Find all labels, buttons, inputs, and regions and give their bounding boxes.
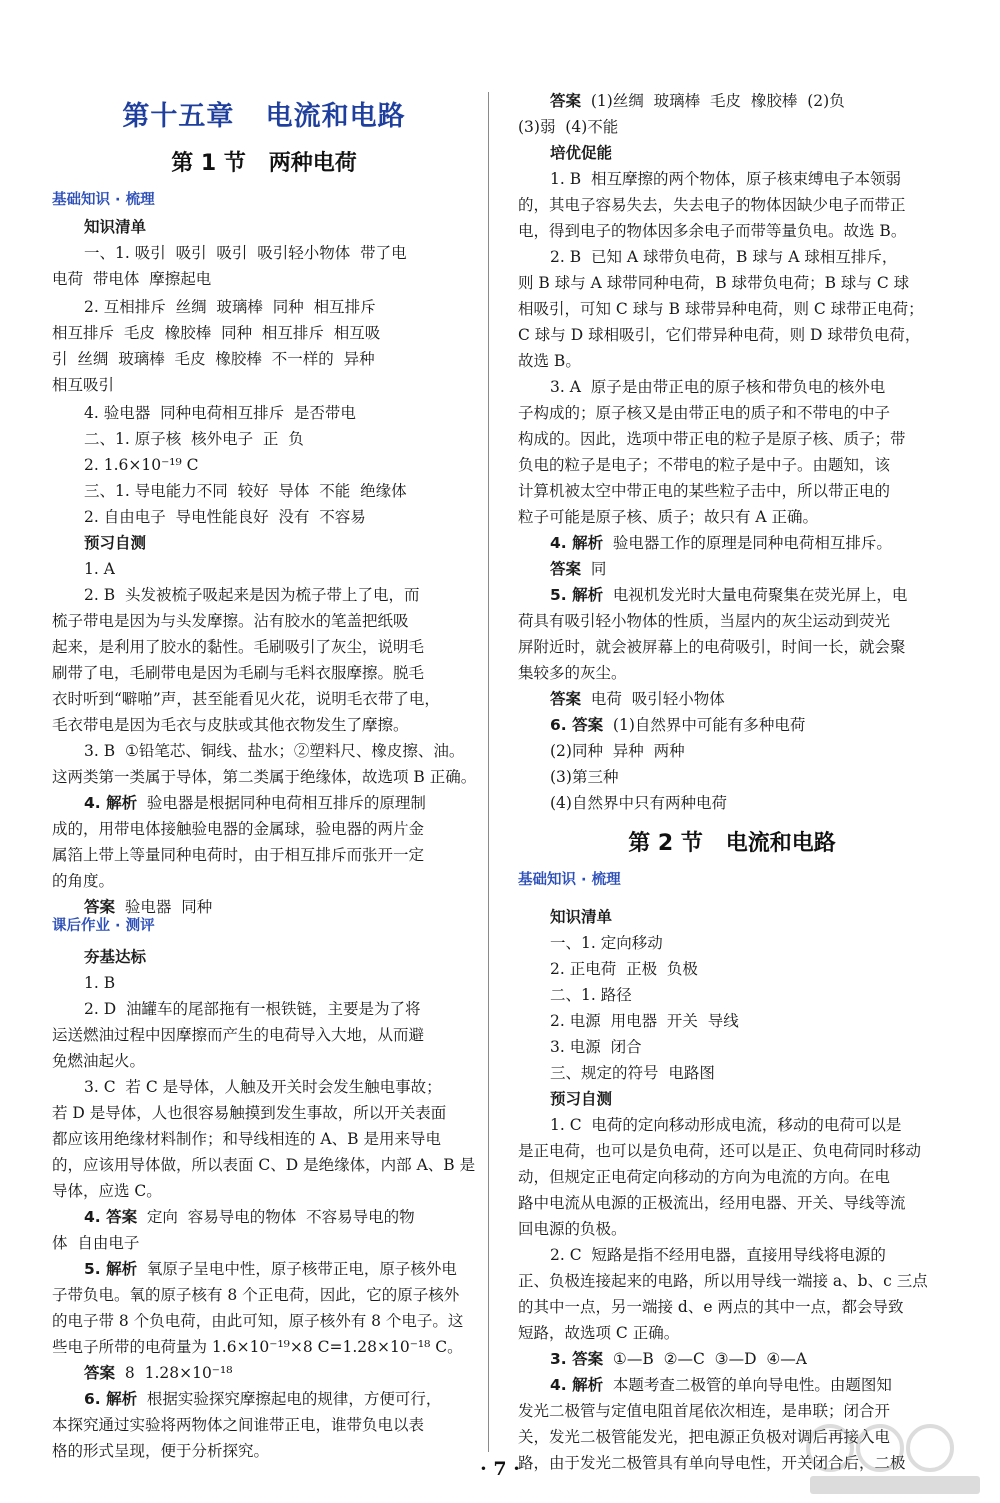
left-text-line: 4. 验电器 同种电荷相互排斥 是否带电 (84, 404, 356, 422)
left-text-line: 的，应该用导体做，所以表面 C、D 是绝缘体，内部 A、B 是 (52, 1156, 476, 1174)
right-text-line: 答案 (1)丝绸 玻璃棒 毛皮 橡胶棒 (2)负 (550, 92, 845, 110)
right-text-line: 构成的。因此，选项中带正电的粒子是原子核、质子；带 (518, 430, 906, 448)
right-text-line: 2. C 短路是指不经用电器，直接用导线将电源的 (550, 1246, 886, 1264)
label-keyword: 4. 解析 (84, 794, 138, 812)
left-text-line: 些电子所带的电荷量为 1.6×10⁻¹⁹×8 C=1.28×10⁻¹⁸ C。 (52, 1338, 463, 1356)
left-text-line: 三、1. 导电能力不同 较好 导体 不能 绝缘体 (84, 482, 407, 500)
label-keyword: 4. 解析 (550, 534, 604, 552)
right-text-line: (3)弱 (4)不能 (518, 118, 619, 136)
left-text-line: 3. C 若 C 是导体，人触及开关时会发生触电事故； (84, 1078, 442, 1096)
left-text-line: 答案 8 1.28×10⁻¹⁸ (84, 1364, 233, 1382)
right-text-line: 荷具有吸引轻小物体的性质，当屋内的灰尘运动到荧光 (518, 612, 891, 630)
left-text-line: 本探究通过实验将两物体之间谁带正电，谁带负电以表 (52, 1416, 425, 1434)
right-text-line: 答案 同 (550, 560, 607, 578)
left-text-line: 2. B 头发被梳子吸起来是因为梳子带上了电，而 (84, 586, 420, 604)
tag-homework: 课后作业 · 测评 (52, 918, 155, 934)
left-text-line: 1. A (84, 560, 115, 578)
right-text-line: 2. 电源 用电器 开关 导线 (550, 1012, 739, 1030)
left-text-line: 子带负电。氧的原子核有 8 个正电荷，因此，它的原子核外 (52, 1286, 460, 1304)
left-text-line: 相互吸引 (52, 376, 115, 394)
right-text-line: 发光二极管与定值电阻首尾依次相连，是串联；闭合开 (518, 1402, 891, 1420)
right-text-line: 二、1. 路径 (550, 986, 632, 1004)
left-text-line: 梳子带电是因为与头发摩擦。沾有胶水的笔盖把纸吸 (52, 612, 409, 630)
left-text-line: 4. 答案 定向 容易导电的物体 不容易导电的物 (84, 1208, 415, 1226)
left-text-line: 相互排斥 毛皮 橡胶棒 同种 相互排斥 相互吸 (52, 324, 381, 342)
right-text-line: 电，得到电子的物体因多余电子而带等量负电。故选 B。 (518, 222, 907, 240)
right-text-line: 则 B 球与 A 球带同种电荷，B 球带负电荷；B 球与 C 球 (518, 274, 910, 292)
left-text-line: 2. 1.6×10⁻¹⁹ C (84, 456, 199, 474)
left-text-line: 格的形式呈现，便于分析探究。 (52, 1442, 270, 1460)
right-text-line: 1. B 相互摩擦的两个物体，原子核束缚电子本领弱 (550, 170, 901, 188)
right-text-line: 是正电荷，也可以是负电荷，还可以是正、负电荷同时移动 (518, 1142, 922, 1160)
label-keyword: 答案 (84, 898, 116, 916)
left-text-line: 若 D 是导体，人也很容易触摸到发生事故，所以开关表面 (52, 1104, 447, 1122)
label-keyword: 答案 (84, 1364, 116, 1382)
right-text-line: 关，发光二极管能发光，把电源正负极对调后再接入电 (518, 1428, 891, 1446)
right-text-line: 路中电流从电源的正极流出，经用电器、开关、导线等流 (518, 1194, 906, 1212)
right-text-line: 4. 解析 本题考查二极管的单向导电性。由题图知 (550, 1376, 892, 1394)
right-text-line: 3. 答案 ①—B ②—C ③—D ④—A (550, 1350, 807, 1368)
left-text-line: 起来，是利用了胶水的黏性。毛刷吸引了灰尘，说明毛 (52, 638, 425, 656)
right-text-line: 答案 电荷 吸引轻小物体 (550, 690, 725, 708)
chapter-title: 第十五章 电流和电路 (122, 101, 406, 132)
right-text-line: 动，但规定正电荷定向移动的方向为电流的方向。在电 (518, 1168, 891, 1186)
right-text-line: 6. 答案 (1)自然界中可能有多种电荷 (550, 716, 806, 734)
right-text-line: (2)同种 异种 两种 (550, 742, 685, 760)
left-text-line: 夯基达标 (84, 948, 147, 966)
left-text-line: 体 自由电子 (52, 1234, 140, 1252)
right-text-line: 故选 B。 (518, 352, 581, 370)
right-text-line: 集较多的灰尘。 (518, 664, 627, 682)
right-text-line: 子构成的；原子核又是由带正电的质子和不带电的中子 (518, 404, 891, 422)
left-text-line: 刷带了电，毛刷带电是因为毛刷与毛料衣服摩擦。脱毛 (52, 664, 425, 682)
watermark-logo (800, 1420, 990, 1498)
right-text-line: 三、规定的符号 电路图 (550, 1064, 715, 1082)
left-text-line: 预习自测 (84, 534, 147, 552)
right-text-line: 负电的粒子是电子；不带电的粒子是中子。由题知，该 (518, 456, 891, 474)
label-keyword: 6. 解析 (84, 1390, 138, 1408)
left-text-line: 1. B (84, 974, 116, 992)
right-text-line: 知识清单 (550, 908, 613, 926)
left-text-line: 属箔上带上等量同种电荷时，由于相互排斥而张开一定 (52, 846, 425, 864)
right-text-line: 计算机被太空中带正电的某些粒子击中，所以带正电的 (518, 482, 891, 500)
right-text-line: 路，由于发光二极管具有单向导电性，开关闭合后，二极 (518, 1454, 906, 1472)
right-text-line: 的其中一点，另一端接 d、e 两点的其中一点，都会导致 (518, 1298, 904, 1316)
left-text-line: 3. B ①铅笔芯、铜线、盐水；②塑料尺、橡皮擦、油。 (84, 742, 465, 760)
tag-basic-knowledge-2: 基础知识 · 梳理 (518, 872, 621, 888)
tag-basic-knowledge: 基础知识 · 梳理 (52, 192, 155, 208)
right-text-line: 回电源的负极。 (518, 1220, 627, 1238)
right-text-line: 1. C 电荷的定向移动形成电流，移动的电荷可以是 (550, 1116, 902, 1134)
left-text-line: 衣时听到“噼啪”声，甚至能看见火花，说明毛衣带了电， (52, 690, 440, 708)
left-text-line: 二、1. 原子核 核外电子 正 负 (84, 430, 304, 448)
label-keyword: 6. 答案 (550, 716, 604, 734)
column-divider (488, 92, 489, 1452)
left-text-line: 免燃油起火。 (52, 1052, 146, 1070)
left-text-line: 毛衣带电是因为毛衣与皮肤或其他衣物发生了摩擦。 (52, 716, 409, 734)
section-title-1: 第 1 节 两种电荷 (171, 151, 357, 176)
left-text-line: 一、1. 吸引 吸引 吸引 吸引轻小物体 带了电 (84, 244, 407, 262)
page-number: · 7 · (480, 1458, 520, 1480)
right-text-line: 短路，故选项 C 正确。 (518, 1324, 680, 1342)
right-text-line: 4. 解析 验电器工作的原理是同种电荷相互排斥。 (550, 534, 892, 552)
right-text-line: 3. A 原子是由带正电的原子核和带负电的核外电 (550, 378, 886, 396)
label-keyword: 4. 答案 (84, 1208, 138, 1226)
right-text-line: 3. 电源 闭合 (550, 1038, 642, 1056)
left-text-line: 5. 解析 氧原子呈电中性，原子核带正电，原子核外电 (84, 1260, 457, 1278)
left-text-line: 运送燃油过程中因摩擦而产生的电荷导入大地，从而避 (52, 1026, 425, 1044)
label-keyword: 答案 (550, 690, 582, 708)
left-text-line: 知识清单 (84, 218, 147, 236)
left-text-line: 的电子带 8 个负电荷，由此可知，原子核外有 8 个电子。这 (52, 1312, 464, 1330)
left-text-line: 2. 互相排斥 丝绸 玻璃棒 同种 相互排斥 (84, 298, 376, 316)
right-text-line: C 球与 D 球相吸引，它们带异种电荷，则 D 球带负电荷， (518, 326, 921, 344)
right-text-line: 正、负极连接起来的电路，所以用导线一端接 a、b、c 三点 (518, 1272, 928, 1290)
right-text-line: 预习自测 (550, 1090, 613, 1108)
label-keyword: 答案 (550, 92, 582, 110)
right-text-line: 一、1. 定向移动 (550, 934, 663, 952)
left-text-line: 成的，用带电体接触验电器的金属球，验电器的两片金 (52, 820, 425, 838)
right-text-line: 相吸引，可知 C 球与 B 球带异种电荷，则 C 球带正电荷； (518, 300, 924, 318)
label-keyword: 5. 解析 (84, 1260, 138, 1278)
right-text-line: (4)自然界中只有两种电荷 (550, 794, 727, 812)
right-text-line: 粒子可能是原子核、质子；故只有 A 正确。 (518, 508, 819, 526)
right-text-line: 培优促能 (550, 144, 613, 162)
right-text-line: 2. 正电荷 正极 负极 (550, 960, 698, 978)
section-title-2: 第 2 节 电流和电路 (628, 831, 836, 856)
label-keyword: 5. 解析 (550, 586, 604, 604)
right-text-line: 屏附近时，就会被屏幕上的电荷吸引，时间一长，就会聚 (518, 638, 906, 656)
right-text-line: 5. 解析 电视机发光时大量电荷聚集在荧光屏上，电 (550, 586, 908, 604)
left-text-line: 2. 自由电子 导电性能良好 没有 不容易 (84, 508, 366, 526)
label-keyword: 4. 解析 (550, 1376, 604, 1394)
left-text-line: 电荷 带电体 摩擦起电 (52, 270, 212, 288)
right-text-line: 2. B 已知 A 球带负电荷，B 球与 A 球相互排斥， (550, 248, 898, 266)
left-text-line: 这两类第一类属于导体，第二类属于绝缘体，故选项 B 正确。 (52, 768, 477, 786)
right-text-line: 的，其电子容易失去，失去电子的物体因缺少电子而带正 (518, 196, 906, 214)
label-keyword: 3. 答案 (550, 1350, 604, 1368)
right-text-line: (3)第三种 (550, 768, 619, 786)
left-text-line: 引 丝绸 玻璃棒 毛皮 橡胶棒 不一样的 异种 (52, 350, 375, 368)
left-text-line: 2. D 油罐车的尾部拖有一根铁链，主要是为了将 (84, 1000, 421, 1018)
left-text-line: 导体，应选 C。 (52, 1182, 162, 1200)
left-text-line: 6. 解析 根据实验探究摩擦起电的规律，方便可行， (84, 1390, 442, 1408)
left-text-line: 答案 验电器 同种 (84, 898, 213, 916)
left-text-line: 4. 解析 验电器是根据同种电荷相互排斥的原理制 (84, 794, 426, 812)
left-text-line: 的角度。 (52, 872, 115, 890)
label-keyword: 答案 (550, 560, 582, 578)
left-text-line: 都应该用绝缘材料制作；和导线相连的 A、B 是用来导电 (52, 1130, 441, 1148)
